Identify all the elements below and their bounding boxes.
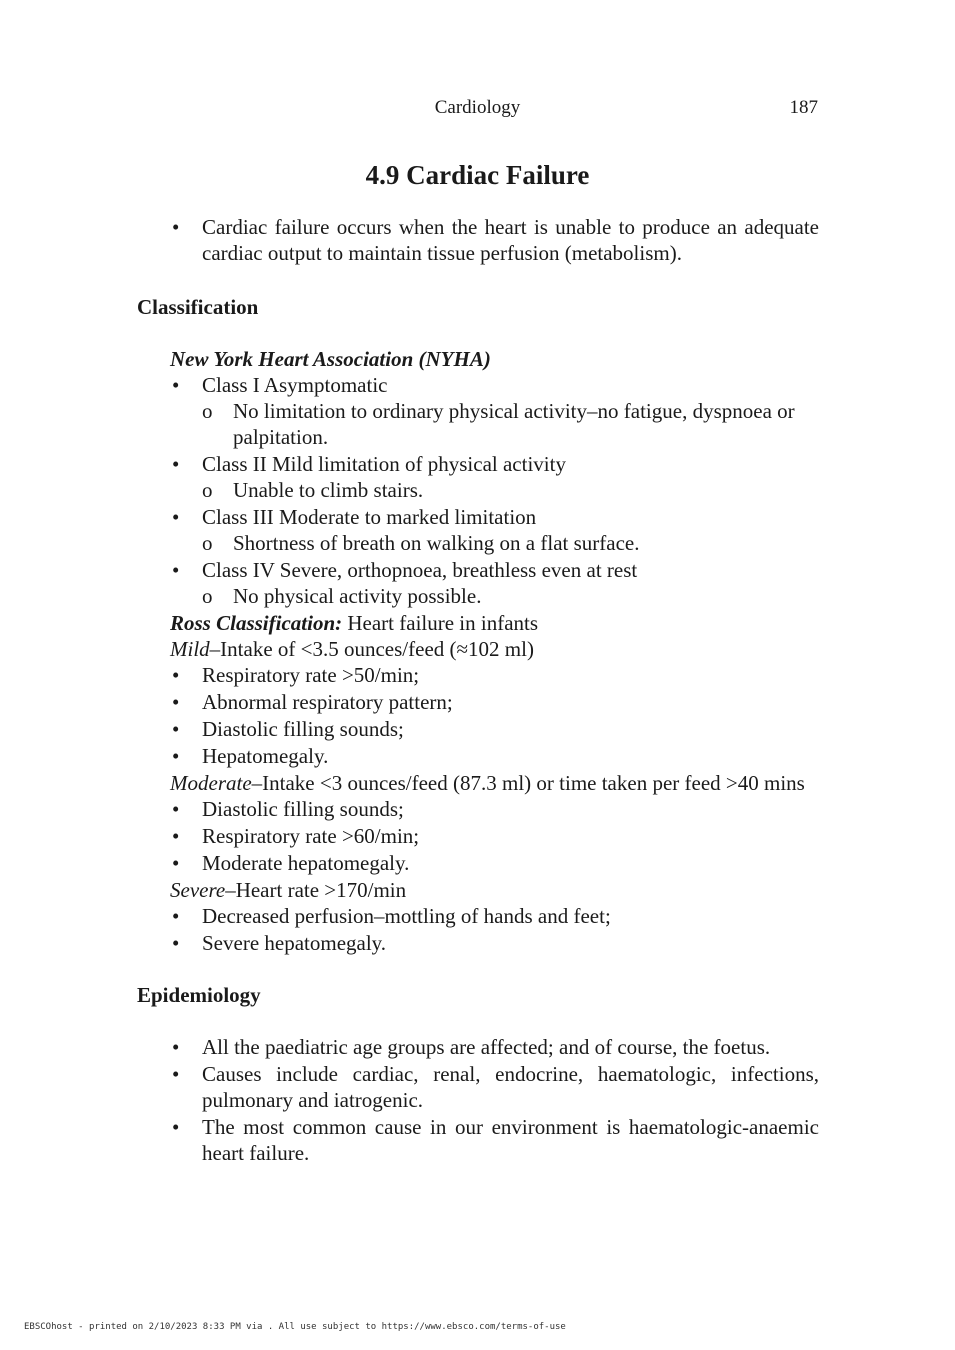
ross-severe-desc: –Heart rate >170/min	[225, 878, 407, 902]
list-item: • The most common cause in our environment is haematologic-anaemic heart failure.	[137, 1114, 819, 1166]
ross-severe-term: Severe	[170, 878, 226, 902]
ross-severe-line	[137, 877, 819, 903]
nyha-list	[137, 372, 819, 609]
nyha-class-3-detail: o Shortness of breath on walking on a flat surface.	[137, 530, 819, 556]
nyha-class-3: Class III Moderate to marked limitation	[202, 505, 537, 529]
list-item: • Severe hepatomegaly.	[137, 930, 819, 956]
list-item	[137, 372, 819, 450]
ross-moderate-list	[137, 796, 819, 876]
list-item: • All the paediatric age groups are affected; and of course, the foetus.	[137, 1034, 819, 1060]
sub-list	[137, 583, 819, 609]
running-header	[0, 97, 955, 121]
ross-moderate-desc: –Intake <3 ounces/feed (87.3 ml) or time taken per feed >40 mins	[251, 771, 805, 795]
list-item: • Causes include cardiac, renal, endocrine, haematologic, infections, pulmonary and iatrogenic.	[137, 1061, 819, 1113]
nyha-class-1-detail: o No limitation to ordinary physical activity–no fatigue, dyspnoea or palpitation.	[137, 398, 819, 450]
ross-moderate-term: Moderate	[170, 771, 252, 795]
sub-list	[137, 398, 819, 450]
ross-heading-line	[137, 610, 819, 636]
epidemiology-heading: Epidemiology	[137, 983, 261, 1007]
list-item: • Diastolic filling sounds;	[137, 716, 819, 742]
ross-severe-list	[137, 903, 819, 956]
page-number: 187	[789, 97, 818, 118]
list-item	[137, 557, 819, 609]
intro-bullet: • Cardiac failure occurs when the heart is unable to produce an adequate cardiac output to maintain tissue perfusion (metabolism).	[137, 214, 819, 266]
list-item: • Diastolic filling sounds;	[137, 796, 819, 822]
ross-moderate-line	[137, 770, 819, 796]
list-item: • Moderate hepatomegaly.	[137, 850, 819, 876]
nyha-class-2: Class II Mild limitation of physical activity	[202, 452, 566, 476]
nyha-class-1: Class I Asymptomatic	[202, 373, 388, 397]
ross-mild-line	[137, 636, 819, 662]
list-item: • Respiratory rate >50/min;	[137, 662, 819, 688]
running-title: Cardiology	[434, 97, 521, 118]
list-item: • Decreased perfusion–mottling of hands and feet;	[137, 903, 819, 929]
list-item: • Respiratory rate >60/min;	[137, 823, 819, 849]
nyha-heading: New York Heart Association (NYHA)	[170, 347, 491, 371]
ross-mild-term: Mild	[170, 637, 210, 661]
nyha-class-4-detail: o No physical activity possible.	[137, 583, 819, 609]
ross-mild-desc: –Intake of <3.5 ounces/feed (≈102 ml)	[209, 637, 534, 661]
list-item: • Abnormal respiratory pattern;	[137, 689, 819, 715]
epidemiology-list	[137, 1034, 819, 1166]
sub-list	[137, 477, 819, 503]
intro-list	[137, 214, 819, 266]
ross-heading: Ross Classification:	[170, 611, 343, 635]
ross-heading-rest: Heart failure in infants	[342, 611, 539, 635]
nyha-class-4: Class IV Severe, orthopnoea, breathless even at rest	[202, 558, 638, 582]
nyha-class-2-detail: o Unable to climb stairs.	[137, 477, 819, 503]
ross-mild-list	[137, 662, 819, 769]
classification-heading: Classification	[137, 295, 259, 319]
section-title: 4.9 Cardiac Failure	[365, 160, 590, 190]
list-item: • Hepatomegaly.	[137, 743, 819, 769]
list-item	[137, 451, 819, 503]
print-footer: EBSCOhost - printed on 2/10/2023 8:33 PM via . All use subject to https://www.ebsco.com/terms-of-use	[24, 1322, 566, 1332]
sub-list	[137, 530, 819, 556]
page-body	[137, 214, 819, 1167]
list-item	[137, 504, 819, 556]
